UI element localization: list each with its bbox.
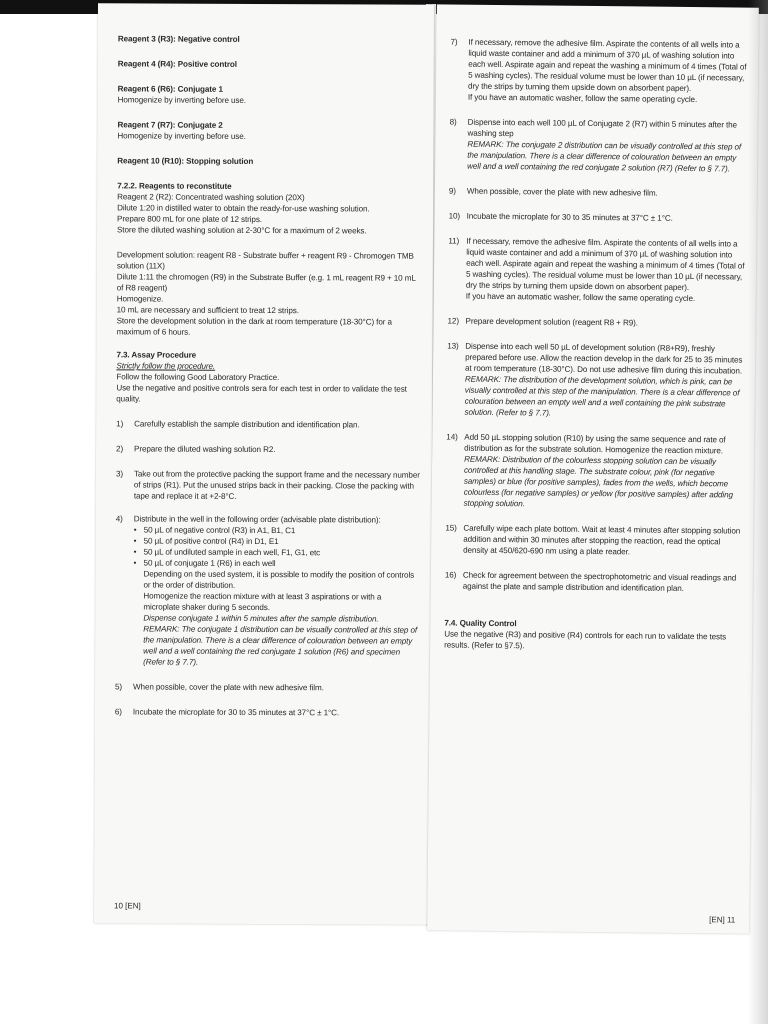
assay-procedure: [116, 349, 420, 405]
step-number: 12): [447, 316, 459, 326]
step-number: 13): [447, 341, 459, 351]
bullet-icon: •: [133, 558, 137, 568]
reagent-title: Reagent 7 (R7): Conjugate 2: [117, 120, 223, 130]
step-text: When possible, cover the plate with new adhesive film.: [466, 186, 658, 198]
step-number: 3): [115, 469, 123, 479]
step-note: If you have an automatic washer, follow the same operating cycle.: [465, 291, 696, 304]
reconstitute-section: [117, 180, 421, 236]
reagent-title: Reagent 6 (R6): Conjugate 1: [117, 84, 223, 94]
list-item-text: 50 µL of negative control (R3) in A1, B1, C1: [143, 525, 296, 536]
r2-line: Store the diluted washing solution at 2-30°C for a maximum of 2 weeks.: [117, 225, 367, 236]
step-body: [468, 37, 749, 106]
step-number: 1): [116, 419, 124, 429]
list-item-text: 50 µL of undiluted sample in each well, F1, G1, etc: [143, 547, 321, 558]
step-text: If necessary, remove the adhesive film. Aspirate the contents of all wells into a liquid waste container and add a minimum of 370 µL of washing solution into each well. Aspirate again and repeat the washing a minimum of 4 times (Total of 5 washing cycles). The residual volume must be lower than 10 µL (if necessary, dry the strips by turning them upside down on absorbent paper).: [467, 37, 747, 94]
step-body: [464, 432, 745, 512]
step-13: [447, 340, 746, 420]
step-body: [465, 341, 746, 421]
step-number: 11): [448, 236, 460, 246]
reagent-title: Reagent 3 (R3): Negative control: [117, 34, 240, 44]
left-column: [115, 33, 422, 729]
step-note: Dispense conjugate 1 within 5 minutes after the sample distribution.: [143, 613, 379, 624]
assay-intro: Use the negative and positive controls sera for each test in order to validate the test quality.: [116, 383, 407, 404]
page-footer: 10 [EN]: [114, 901, 141, 911]
dev-title: Development solution: reagent R8 - Substrate buffer + reagent R9 - Chromogen TMB solution (11X): [116, 250, 414, 271]
development-solution: [117, 249, 421, 338]
step-note: If you have an automatic washer, follow the same operating cycle.: [467, 92, 698, 105]
step-16: [445, 569, 743, 594]
step-2: [116, 443, 420, 455]
step-number: 8): [449, 117, 457, 127]
step-6: [115, 706, 419, 718]
step-3: [116, 468, 420, 502]
dev-line: Store the development solution in the dark at room temperature (18-30°C) for a maximum of 6 hours.: [116, 316, 392, 337]
step-note: Depending on the used system, it is possible to modify the position of controls or the order of distribution.: [143, 569, 415, 590]
step-number: 10): [448, 211, 461, 221]
reagent-title: Reagent 4 (R4): Positive control: [117, 59, 237, 69]
reagent-r10: [117, 155, 421, 167]
step-number: 14): [446, 432, 458, 442]
step-14: [446, 431, 745, 511]
dev-line: Dilute 1:11 the chromogen (R9) in the Substrate Buffer (e.g. 1 mL reagent R9 + 10 mL of R8 reagent): [116, 272, 416, 293]
step-8: [449, 116, 748, 174]
dev-line: Homogenize.: [116, 294, 164, 304]
reagent-r6: [118, 83, 422, 106]
step-12: [447, 315, 745, 329]
step-note: Homogenize the reaction mixture with at least 3 aspirations or with a microplate shaker during 5 seconds.: [143, 591, 382, 613]
step-9: [449, 185, 747, 199]
reagent-r4: [118, 58, 422, 70]
step-remark: REMARK: Distribution of the colourless stopping solution can be visually controlled at this handling stage. The substrate colour, pink (for negative samples) or blue (for positive samples), fades from the wells, which become colourless (for negative samples) or yellow (for positive samples) after adding stopping solution.: [463, 454, 734, 509]
assay-intro: Follow the following Good Laboratory Practice.: [116, 372, 280, 383]
reagent-r7: [117, 119, 421, 142]
step-11: [448, 235, 747, 304]
step-text: Prepare development solution (reagent R8 + R9).: [465, 316, 638, 328]
page-footer: [EN] 11: [709, 915, 736, 925]
scan-edge-shadow: [748, 0, 768, 1024]
step-number: 15): [445, 523, 457, 533]
step-1: [116, 418, 420, 430]
step-text: When possible, cover the plate with new adhesive film.: [133, 682, 324, 693]
step-text: Take out from the protective packing the support frame and the necessary number of strips (R1). Put the unused strips back in their packing. Close the packing with tape and replace it at +2-8°C.: [133, 469, 420, 501]
step-text: Prepare the diluted washing solution R2.: [134, 444, 276, 455]
strict-note: Strictly follow the procedure.: [116, 361, 216, 371]
step-text: Distribute in the well in the following order (advisable plate distribution):: [133, 514, 381, 525]
step-5: [115, 681, 419, 693]
step-text: Check for agreement between the spectrophotometric and visual readings and against the plate and sample distribution and identification plan.: [462, 570, 737, 593]
list-item-text: 50 µL of positive control (R4) in D1, E1: [143, 536, 279, 547]
step-text: Add 50 µL stopping solution (R10) by using the same sequence and rate of distribution as for the substrate solution. Homogenize the reaction mixture.: [464, 432, 726, 456]
bullet-icon: •: [133, 547, 137, 557]
step-7: [450, 36, 749, 105]
step-remark: REMARK: The distribution of the development solution, which is pink, can be visually controlled at this step of the manipulation. There is a clear difference of colouration between an empty well and a well containing the pink substrate solution. (Refer to § 7.7).: [464, 374, 740, 418]
left-page: [94, 3, 434, 924]
step-number: 4): [115, 514, 123, 524]
section-heading: 7.3. Assay Procedure: [116, 350, 197, 360]
reagent-title: Reagent 10 (R10): Stopping solution: [117, 156, 254, 166]
right-page: [427, 4, 759, 933]
step-text: Dispense into each well 50 µL of development solution (R8+R9), freshly prepared before use. Allow the reaction develop in the dark for 25 to 35 minutes at room temperature (18-30°C). Do not use adhesive film during this incubation.: [465, 341, 743, 376]
bullet-icon: •: [133, 536, 137, 546]
r2-line: Dilute 1:20 in distilled water to obtain the ready-for-use washing solution.: [117, 203, 370, 214]
step-text: Carefully wipe each plate bottom. Wait at least 4 minutes after stopping solution addition and within 30 minutes after stopping the reaction, read the optical density at 450/620-690 nm using a plate reader.: [463, 523, 741, 557]
step-body: [467, 117, 748, 175]
qc-text: Use the negative (R3) and positive (R4) controls for each run to validate the tests results. (Refer to §7.5).: [444, 629, 727, 651]
step-number: 7): [450, 37, 458, 47]
dev-line: 10 mL are necessary and sufficient to treat 12 strips.: [116, 305, 299, 316]
section-heading: 7.4. Quality Control: [444, 618, 517, 629]
list-item-text: 50 µL of conjugate 1 (R6) in each well: [143, 558, 276, 569]
step-number: 16): [444, 570, 457, 580]
section-heading: 7.2.2. Reagents to reconstitute: [117, 181, 232, 191]
step-10: [449, 210, 747, 224]
step-body: [466, 236, 747, 305]
right-column: [444, 36, 749, 663]
step-text: Incubate the microplate for 30 to 35 minutes at 37°C ± 1°C.: [132, 707, 340, 718]
reagent-note: Homogenize by inverting before use.: [117, 131, 246, 141]
bullet-icon: •: [133, 525, 137, 535]
distribution-list: [134, 524, 420, 569]
step-number: 6): [114, 707, 122, 717]
r2-title: Reagent 2 (R2): Concentrated washing solution (20X): [117, 192, 305, 203]
step-text: Incubate the microplate for 30 to 35 minutes at 37°C ± 1°C.: [466, 211, 673, 223]
step-number: 2): [116, 444, 124, 454]
step-body: [133, 513, 420, 668]
step-number: 9): [448, 186, 456, 196]
step-15: [445, 522, 743, 558]
step-text: Dispense into each well 100 µL of Conjugate 2 (R7) within 5 minutes after the washing step: [467, 117, 737, 139]
step-text: If necessary, remove the adhesive film. Aspirate the contents of all wells into a liquid waste container and add a minimum of 370 µL of washing solution into each well. Aspirate again and repeat the washing a minimum of 4 times (Total of 5 washing cycles). The residual volume must be lower than 10 µL (if necessary, dry the strips by turning them upside down on absorbent paper).: [465, 236, 745, 292]
reagent-note: Homogenize by inverting before use.: [117, 95, 246, 105]
step-remark: REMARK: The conjugate 2 distribution can be visually controlled at this step of the manipulation. There is a clear difference of colouration between an empty well and a well containing the red conjugate 2 solution (R7) (Refer to § 7.7).: [467, 139, 742, 174]
step-text: Carefully establish the sample distribution and identification plan.: [134, 419, 360, 430]
step-number: 5): [115, 682, 123, 692]
quality-control: [444, 617, 742, 653]
r2-line: Prepare 800 mL for one plate of 12 strips.: [117, 214, 262, 224]
reagent-r3: [118, 33, 422, 45]
step-4: [115, 513, 420, 668]
step-remark: REMARK: The conjugate 1 distribution can be visually controlled at this step of the manipulation. There is a clear difference of colouration between an empty well and a well containing the red conjugate 1 solution (R6) and specimen (Refer to § 7.7).: [143, 624, 418, 667]
